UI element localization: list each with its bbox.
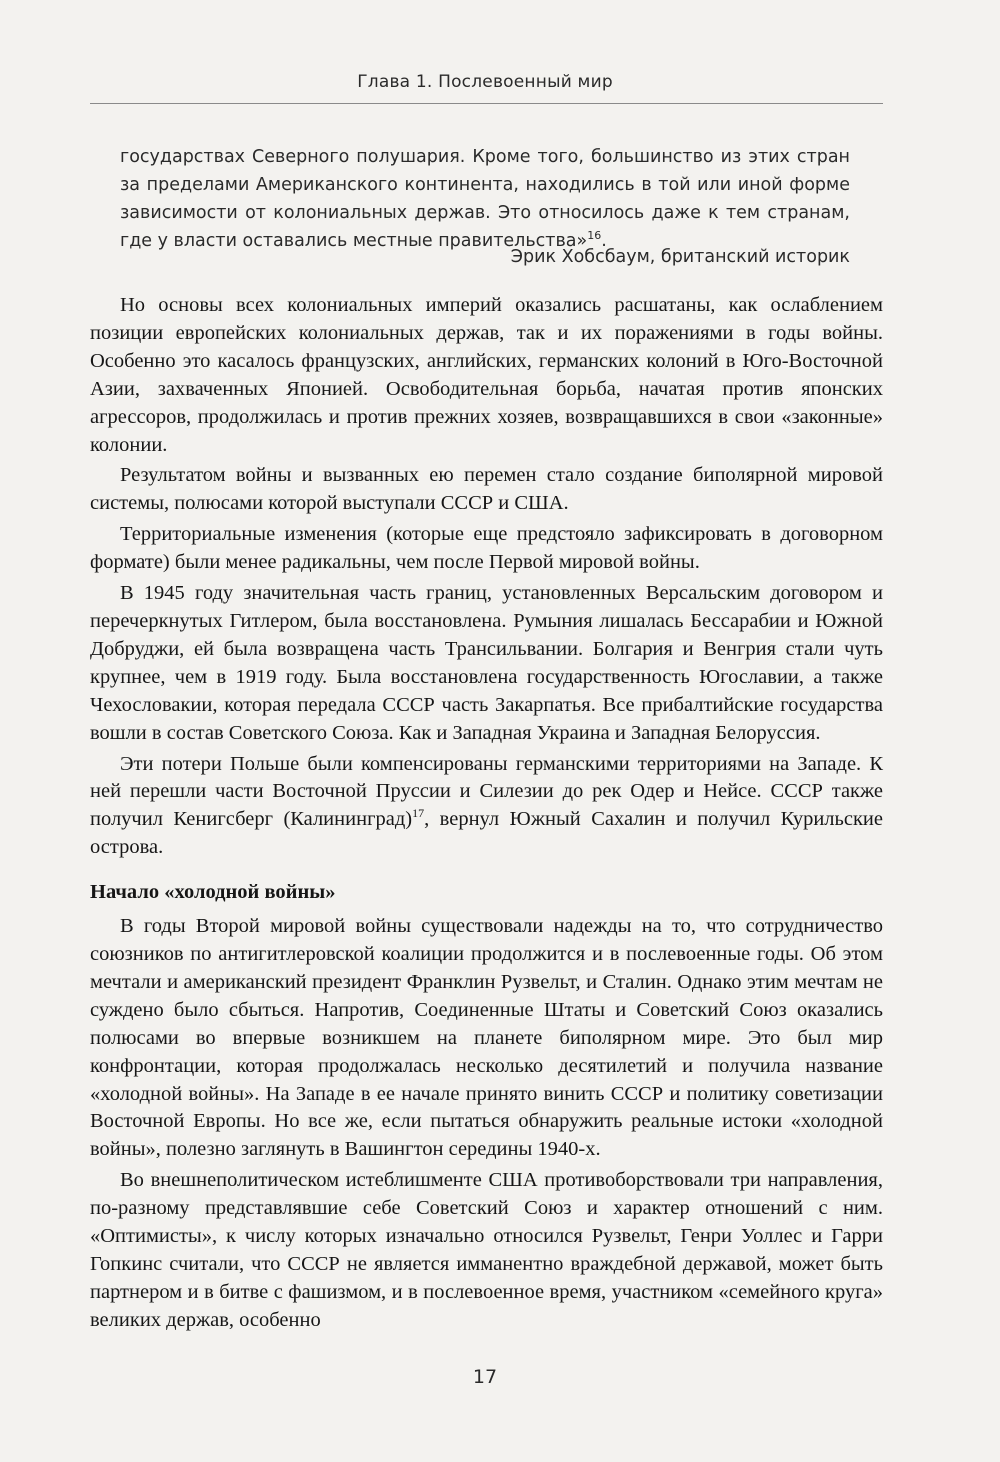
quote-attribution: Эрик Хобсбаум, британский историк bbox=[510, 247, 850, 267]
paragraph: Результатом войны и вызванных ею перемен стало создание биполярной мировой системы, полюсами которой выступали СССР и США. bbox=[90, 464, 883, 515]
paragraph-text: , вернул Южный Сахалин и получил Курильские острова. bbox=[90, 808, 883, 859]
section-heading: Начало «холодной войны» bbox=[90, 881, 336, 904]
paragraph: Во внешнеполитическом истеблишменте США противоборствовали три направления, по-разному представлявшие себе Советский Союз и характер отношений с ним. «Оптимисты», к числу которых изначально относился Рузвельт, Генри Уоллес и Гарри Гопкинс считали, что СССР не является имманентно враждебной державой, может быть партнером и в битве с фашизмом, и в послевоенное время, участником «семейного круга» великих держав, особенно bbox=[90, 1169, 883, 1331]
paragraph: Территориальные изменения (которые еще предстояло зафиксировать в договорном формате) были менее радикальны, чем после Первой мировой войны. bbox=[90, 523, 883, 574]
quote-text bbox=[120, 143, 850, 255]
footnote-ref[interactable]: 17 bbox=[412, 806, 425, 821]
quote-end: . bbox=[601, 231, 607, 251]
paragraph: В годы Второй мировой войны существовали надежды на то, что сотрудничество союзников по антигитлеровской коалиции продолжится и в послевоенные годы. Об этом мечтали и американский президент Франклин Рузвельт, и Сталин. Однако этим мечтам не суждено было сбыться. Напротив, Соединенные Штаты и Советский Союз оказались полюсами во впервые возникшем на планете биполярном мире. Это был мир конфронтации, которая продолжалась несколько десятилетий и получила название «холодной войны». На Западе в ее начале принято винить СССР и политику советизации Восточной Европы. Но все же, если пытаться обнаружить реальные истоки «холодной войны», полезно заглянуть в Вашингтон середины 1940-х. bbox=[90, 915, 883, 1161]
quote-body: государствах Северного полушария. Кроме того, большинство из этих стран за пределами Американского континента, находились в той или иной форме зависимости от колониальных держав. Это относилось даже к тем странам, где у власти оставались местные правительства» bbox=[120, 147, 850, 251]
main-text bbox=[90, 292, 883, 1338]
paragraph-text: Эти потери Польше были компенсированы германскими территориями на Западе. К ней перешли части Восточной Пруссии и Силезии до рек Одер и Нейсе. СССР также получил Кенигсберг (Калининград) bbox=[90, 752, 883, 831]
paragraph bbox=[90, 751, 883, 863]
page-number: 17 bbox=[472, 1366, 498, 1388]
paragraph: В 1945 году значительная часть границ, установленных Версальским договором и перечеркнутых Гитлером, была восстановлена. Румыния лишалась Бессарабии и Южной Добруджи, ей была возвращена часть Трансильвании. Болгария и Венгрия стали чуть крупнее, чем в 1919 году. Была восстановлена государственность Югославии, а также Чехословакии, которая передала СССР часть Закарпатья. Все прибалтийские государства вошли в состав Советского Союза. Как и Западная Украина и Западная Белоруссия. bbox=[90, 582, 883, 744]
quote-footnote-ref[interactable]: 16 bbox=[587, 229, 602, 243]
running-head: Глава 1. Послевоенный мир bbox=[357, 72, 613, 92]
paragraph: Но основы всех колониальных империй оказались расшатаны, как ослаблением позиции европейских колониальных держав, так и их поражениями в годы войны. Особенно это касалось французских, английских, германских колоний в Юго-Восточной Азии, захваченных Японией. Освободительная борьба, начатая против японских агрессоров, продолжилась и против прежних хозяев, возвращавшихся в свои «законные» колонии. bbox=[90, 294, 883, 456]
header-rule bbox=[90, 103, 883, 104]
epigraph-quote bbox=[120, 143, 850, 255]
